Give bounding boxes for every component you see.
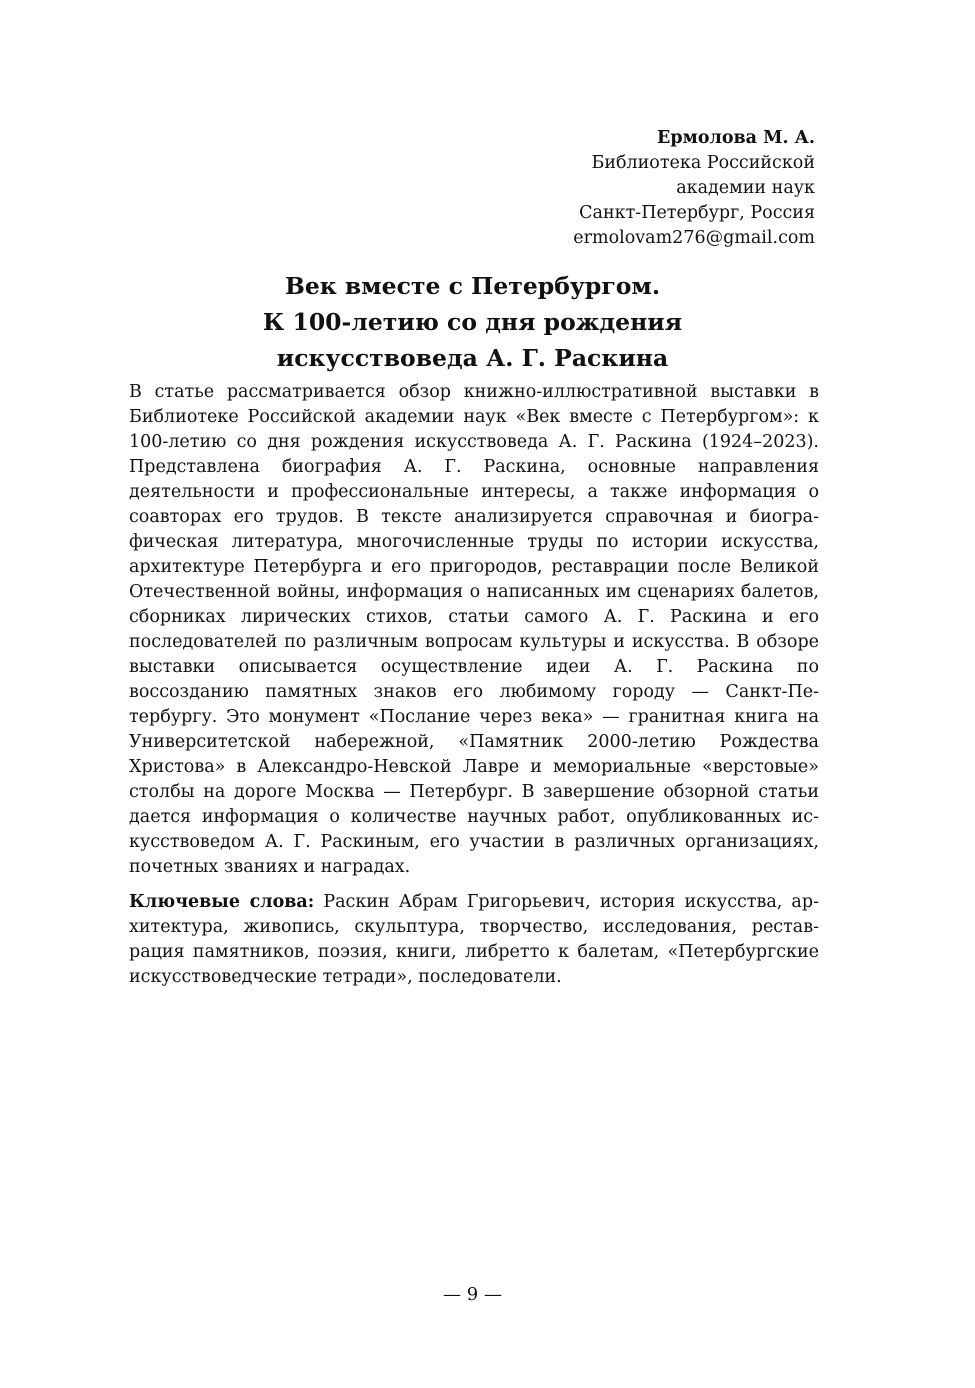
article-title bbox=[0, 268, 945, 376]
author-affiliation-line2: академии наук bbox=[676, 178, 815, 198]
author-location: Санкт-Петербург, Россия bbox=[579, 203, 815, 223]
author-name: Ермолова М. А. bbox=[657, 128, 815, 148]
author-email: ermolovam276@gmail.com bbox=[573, 228, 815, 248]
keywords-text: Раскин Абрам Григорьевич, история искусства, архитектура, живопись, скульптура, творчество, исследования, реставрация памятников, поэзия, книги, либретто к балетам, «Петербургские искусствоведческие тетради», последователи. bbox=[129, 892, 819, 987]
keywords-label: Ключевые слова: bbox=[129, 892, 315, 912]
title-line-2: К 100-летию со дня рождения bbox=[262, 308, 683, 336]
abstract-paragraph: В статье рассматривается обзор книжно-иллюстративной выставки в Библиотеке Российской академии наук «Век вместе с Петербургом»: к 100-летию со дня рождения искусствоведа А. Г. Раскина (1924–2023). Представлена биография А. Г. Раскина, основные направления деятельности и профессиональные интересы, а также информация о соавторах его трудов. В тексте анализируется справочная и биографическая литература, многочисленные труды по истории искусства, архитектуре Петербурга и его пригородов, реставрации после Великой Отечественной войны, информация о написанных им сценариях балетов, сборниках лирических стихов, статьи самого А. Г. Раскина и его последователей по различным вопросам культуры и искусства. В обзоре выставки описывается осуществление идеи А. Г. Раскина по воссозданию памятных знаков его любимому городу — Санкт-Петербургу. Это монумент «Послание через века» — гранитная книга на Университетской набережной, «Памятник 2000-летию Рождества Христова» в Александро-Невской Лавре и мемориальные «верстовые» столбы на дороге Москва — Петербург. В завершение обзорной статьи дается информация о количестве научных работ, опубликованных искусствоведом А. Г. Раскиным, его участии в различных организациях, почетных званиях и наградах. bbox=[129, 382, 819, 877]
article-body bbox=[129, 380, 819, 990]
keywords-paragraph bbox=[129, 890, 819, 990]
title-line-3: искусствоведа А. Г. Раскина bbox=[276, 344, 669, 372]
author-block bbox=[395, 126, 815, 251]
page-number: — 9 — bbox=[443, 1284, 502, 1305]
author-affiliation-line1: Библиотека Российской bbox=[591, 153, 815, 173]
title-line-1: Век вместе с Петербургом. bbox=[284, 272, 661, 300]
